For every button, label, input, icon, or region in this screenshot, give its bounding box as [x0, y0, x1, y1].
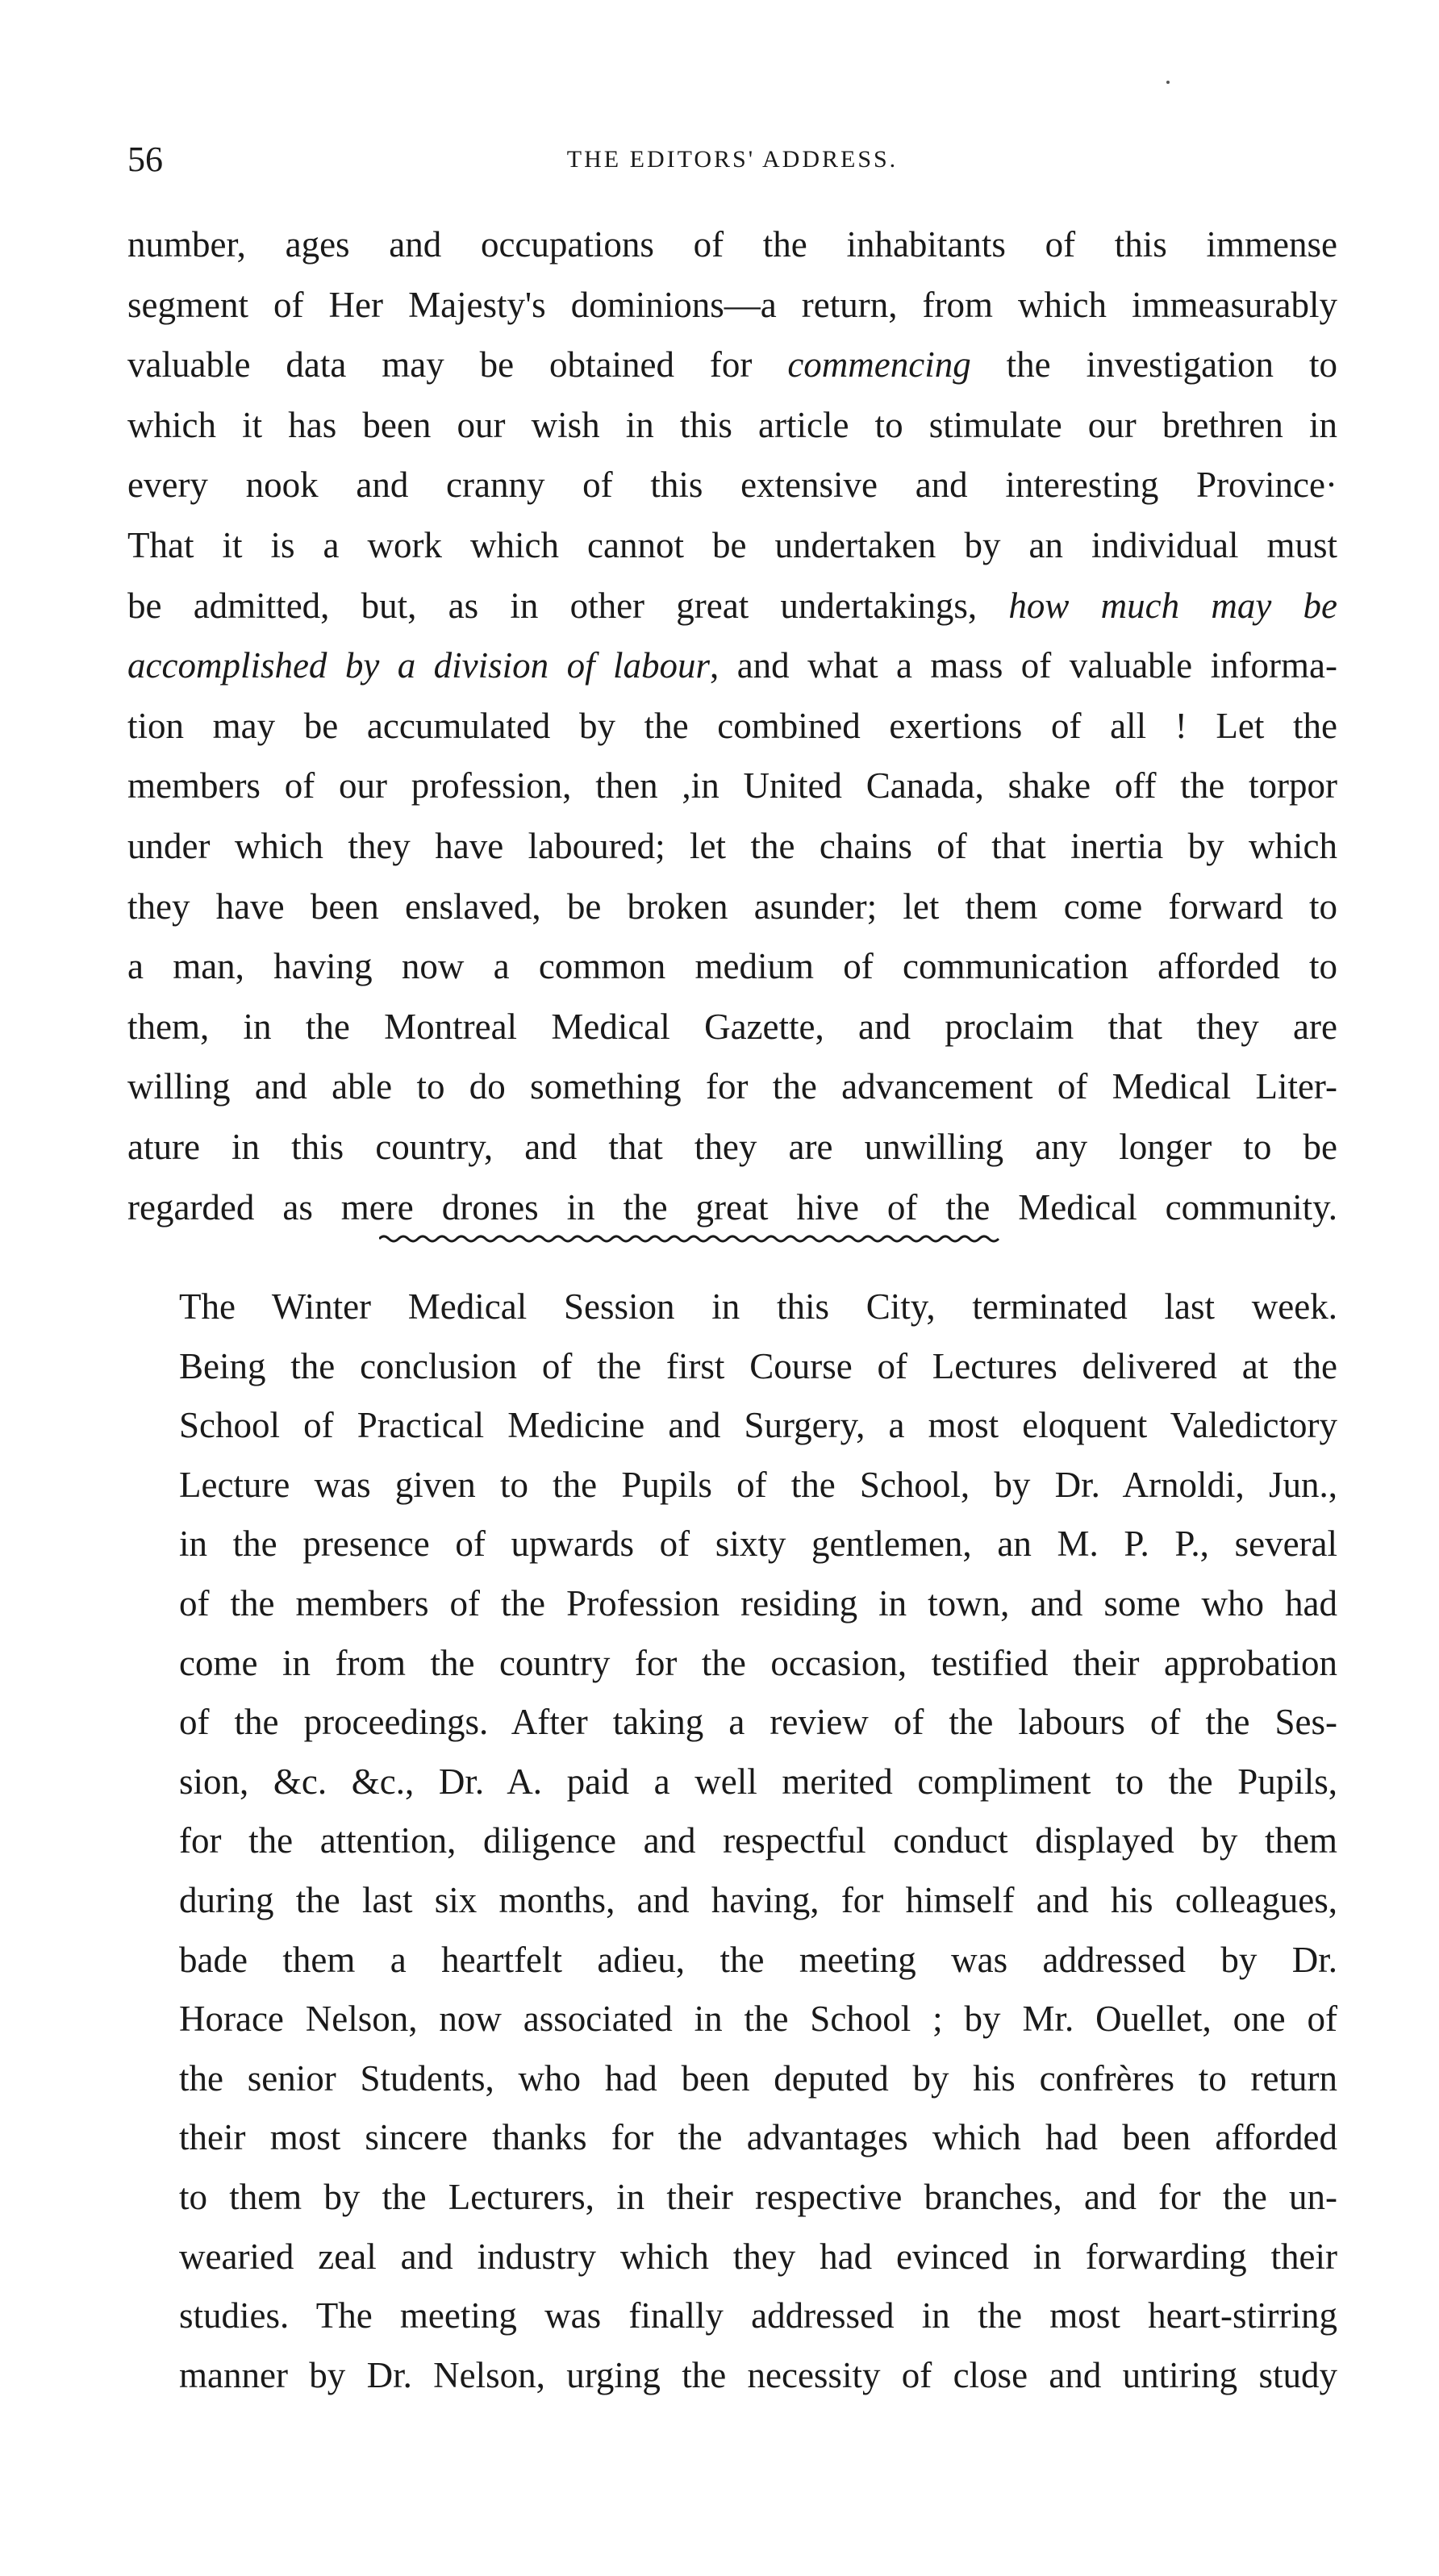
italic-text: accomplished by a division of labour — [127, 645, 711, 686]
text-line: their most sincere thanks for the advantages which had been afforded — [179, 2117, 1337, 2158]
text-line: in the presence of upwards of sixty gentlemen, an M. P. P., several — [179, 1524, 1337, 1565]
text-line: they have been enslaved, be broken asunder; let them come forward to — [127, 886, 1337, 927]
text-line: of the members of the Profession residing in town, and some who had — [179, 1582, 1337, 1624]
text-line: School of Practical Medicine and Surgery, a most eloquent Valedictory — [179, 1405, 1337, 1446]
text-line: of the proceedings. After taking a review of the labours of the Ses- — [179, 1702, 1337, 1743]
text-line: Lecture was given to the Pupils of the School, by Dr. Arnoldi, Jun., — [179, 1464, 1337, 1505]
text-line: studies. The meeting was finally addressed in the most heart-stirring — [179, 2295, 1337, 2336]
italic-text: how much may be — [1008, 585, 1337, 626]
text-line: under which they have laboured; let the chains of that inertia by which — [127, 825, 1337, 866]
paragraph-editors-address — [127, 215, 1337, 1237]
text-line: during the last six months, and having, for himself and his colleagues, — [179, 1879, 1337, 1920]
text-line: number, ages and occupations of the inhabitants of this immense — [127, 224, 1337, 265]
text-run: valuable data may be obtained for — [127, 344, 788, 386]
page-header — [127, 135, 1337, 184]
italic-text: commencing — [787, 344, 971, 386]
text-line: segment of Her Majesty's dominions—a return, from which immeasurably — [127, 284, 1337, 325]
text-line: the senior Students, who had been deputed by his confrères to return — [179, 2057, 1337, 2099]
ink-speck — [1166, 81, 1170, 84]
text-line: regarded as mere drones in the great hive of the Medical community. — [127, 1186, 1337, 1228]
text-line: them, in the Montreal Medical Gazette, and proclaim that they are — [127, 1006, 1337, 1047]
text-line: every nook and cranny of this extensive and interesting Province· — [127, 465, 1337, 506]
text-line: ature in this country, and that they are unwilling any longer to be — [127, 1126, 1337, 1167]
text-line: a man, having now a common medium of communication afforded to — [127, 946, 1337, 987]
text-run: , and what a mass of valuable informa- — [710, 645, 1337, 686]
wavy-divider — [379, 1232, 1000, 1245]
page-number: 56 — [127, 140, 163, 179]
running-title: THE EDITORS' ADDRESS. — [566, 146, 899, 173]
text-line — [127, 335, 1337, 395]
text-line: Horace Nelson, now associated in the School ; by Mr. Ouellet, one of — [179, 1999, 1337, 2040]
text-line: wearied zeal and industry which they had evinced in forwarding their — [179, 2236, 1337, 2277]
text-line: bade them a heartfelt adieu, the meeting was addressed by Dr. — [179, 1939, 1337, 1980]
text-line: manner by Dr. Nelson, urging the necessity of close and untiring study — [179, 2354, 1337, 2395]
text-line: which it has been our wish in this article to stimulate our brethren in — [127, 404, 1337, 445]
text-line: sion, &c. &c., Dr. A. paid a well merited compliment to the Pupils, — [179, 1761, 1337, 1802]
text-line — [127, 636, 1337, 696]
text-line — [127, 576, 1337, 636]
text-run: be admitted, but, as in other great undertakings, — [127, 585, 1009, 626]
text-line: members of our profession, then ,in United Canada, shake off the torpor — [127, 765, 1337, 807]
text-line: tion may be accumulated by the combined exertions of all ! Let the — [127, 705, 1337, 746]
text-line: The Winter Medical Session in this City, terminated last week. — [179, 1286, 1337, 1327]
text-line: for the attention, diligence and respectful conduct displayed by them — [179, 1820, 1337, 1861]
text-run: the investigation to — [970, 344, 1337, 386]
paragraph-winter-session — [127, 1278, 1337, 2405]
text-line: to them by the Lecturers, in their respective branches, and for the un- — [179, 2176, 1337, 2217]
text-line: That it is a work which cannot be undertaken by an individual must — [127, 524, 1337, 565]
text-line: willing and able to do something for the advancement of Medical Liter- — [127, 1066, 1337, 1107]
text-line: come in from the country for the occasion, testified their approbation — [179, 1642, 1337, 1683]
text-line: Being the conclusion of the first Course of Lectures delivered at the — [179, 1345, 1337, 1386]
